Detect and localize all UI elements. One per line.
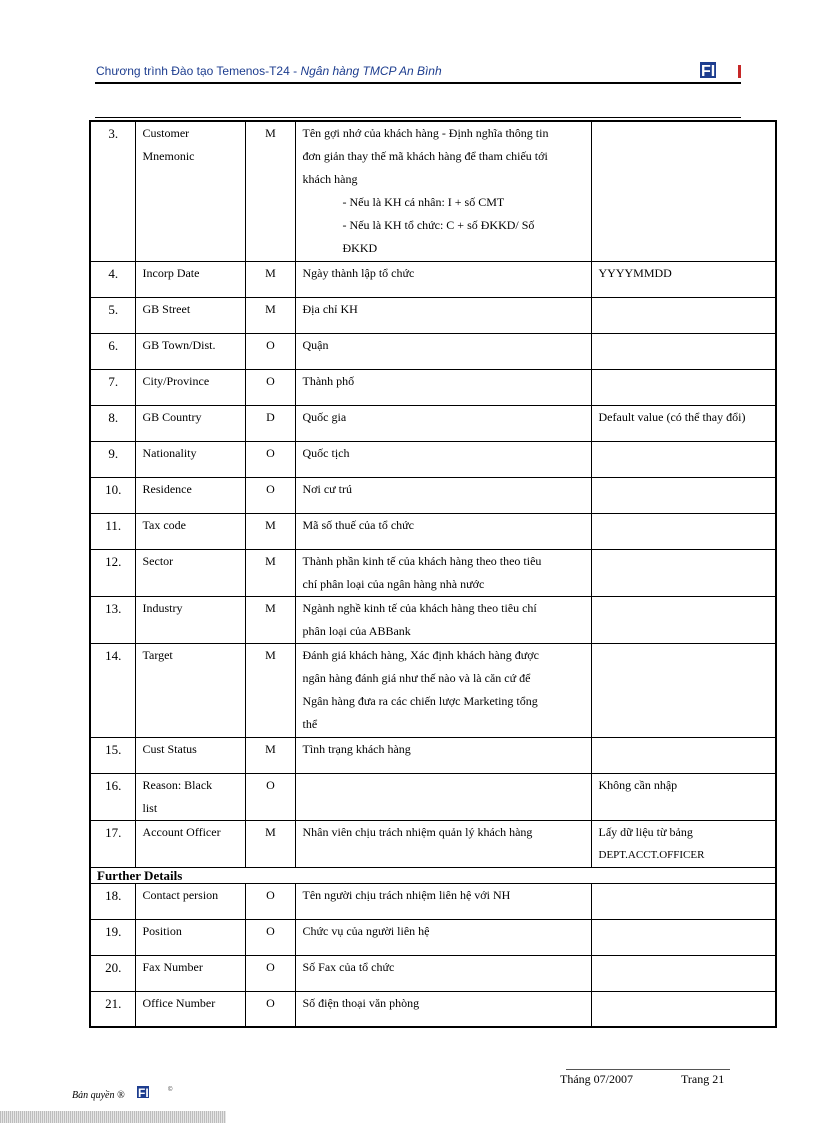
field-type: O bbox=[245, 477, 295, 513]
table-row bbox=[90, 441, 776, 477]
line: Position bbox=[142, 923, 182, 938]
line: Quốc tịch bbox=[302, 445, 350, 460]
field-note bbox=[591, 369, 776, 405]
note-line: Default value (có thể thay đổi) bbox=[598, 409, 746, 424]
line: Sector bbox=[142, 553, 174, 568]
line: Office Number bbox=[142, 995, 216, 1010]
field-description bbox=[295, 883, 591, 919]
field-note bbox=[591, 405, 776, 441]
field-type: D bbox=[245, 405, 295, 441]
row-number: 17. bbox=[90, 820, 135, 867]
line: Industry bbox=[142, 600, 183, 615]
field-type: O bbox=[245, 333, 295, 369]
row-number: 11. bbox=[90, 513, 135, 549]
line: Tax code bbox=[142, 517, 186, 532]
line: Số điện thoại văn phòng bbox=[302, 995, 420, 1010]
scan-stripe bbox=[0, 1111, 226, 1123]
field-name bbox=[135, 477, 245, 513]
line: GB Street bbox=[142, 301, 191, 316]
row-number: 12. bbox=[90, 549, 135, 596]
line: Customer bbox=[142, 126, 190, 140]
field-description bbox=[295, 369, 591, 405]
field-note bbox=[591, 261, 776, 297]
table-row bbox=[90, 596, 776, 643]
field-type: M bbox=[245, 737, 295, 773]
field-note bbox=[591, 596, 776, 643]
row-number: 3. bbox=[90, 121, 135, 261]
table-row bbox=[90, 820, 776, 867]
note-line: Lấy dữ liệu từ bảng bbox=[598, 824, 693, 839]
line: Thành phố bbox=[302, 373, 355, 388]
field-description bbox=[295, 955, 591, 991]
line: Mã số thuế của tổ chức bbox=[302, 517, 414, 532]
field-note bbox=[591, 991, 776, 1027]
line: chí phân loại của ngân hàng nhà nước bbox=[302, 576, 485, 591]
line: Cust Status bbox=[142, 741, 197, 756]
field-name bbox=[135, 820, 245, 867]
copyright-mark: © bbox=[168, 1087, 173, 1093]
line: Target bbox=[142, 647, 173, 662]
field-type: O bbox=[245, 883, 295, 919]
field-description bbox=[295, 737, 591, 773]
fibi-logo bbox=[700, 60, 742, 80]
line: Reason: Black bbox=[142, 777, 213, 792]
field-type: O bbox=[245, 991, 295, 1027]
header-rule bbox=[95, 82, 741, 84]
field-name bbox=[135, 883, 245, 919]
line: khách hàng bbox=[302, 172, 358, 186]
field-name bbox=[135, 405, 245, 441]
header-program: Chương trình Đào tạo Temenos-T24 - bbox=[96, 64, 301, 78]
line: Ngày thành lập tổ chức bbox=[302, 265, 415, 280]
line: GB Country bbox=[142, 409, 202, 424]
sub-line: ĐKKD bbox=[342, 241, 378, 255]
row-number: 20. bbox=[90, 955, 135, 991]
table-row bbox=[90, 405, 776, 441]
row-number: 8. bbox=[90, 405, 135, 441]
field-type: O bbox=[245, 773, 295, 820]
field-note bbox=[591, 549, 776, 596]
table-row bbox=[90, 773, 776, 820]
line: Tình trạng khách hàng bbox=[302, 741, 411, 756]
field-note bbox=[591, 121, 776, 261]
field-name bbox=[135, 991, 245, 1027]
field-type: O bbox=[245, 369, 295, 405]
sub-line: - Nếu là KH tổ chức: C + số ĐKKD/ Số bbox=[342, 218, 535, 232]
table-row bbox=[90, 369, 776, 405]
fibi-logo-text: FIBi bbox=[701, 63, 732, 80]
line: thể bbox=[302, 716, 318, 731]
note-line: DEPT.ACCT.OFFICER bbox=[598, 848, 705, 861]
footer-page: Trang 21 bbox=[681, 1072, 725, 1086]
line: Residence bbox=[142, 481, 192, 496]
field-note bbox=[591, 477, 776, 513]
line: Incorp Date bbox=[142, 265, 200, 280]
line: Ngân hàng đưa ra các chiến lược Marketing tổng bbox=[302, 693, 538, 708]
line: Tên gợi nhớ của khách hàng - Định nghĩa thông tin bbox=[302, 126, 549, 140]
field-type: M bbox=[245, 261, 295, 297]
line: đơn giản thay thế mã khách hàng để tham chiếu tới bbox=[302, 149, 548, 163]
line: City/Province bbox=[142, 373, 210, 388]
field-description bbox=[295, 643, 591, 737]
field-description bbox=[295, 441, 591, 477]
field-type: M bbox=[245, 513, 295, 549]
field-name bbox=[135, 773, 245, 820]
field-description bbox=[295, 596, 591, 643]
line: Nhân viên chịu trách nhiệm quản lý khách hàng bbox=[302, 824, 533, 839]
section-further-details bbox=[90, 867, 776, 883]
field-name bbox=[135, 333, 245, 369]
further-detail-rows bbox=[90, 883, 776, 1027]
table-row bbox=[90, 919, 776, 955]
row-number: 14. bbox=[90, 643, 135, 737]
row-number: 13. bbox=[90, 596, 135, 643]
field-note bbox=[591, 297, 776, 333]
row-number: 4. bbox=[90, 261, 135, 297]
header-title bbox=[96, 64, 442, 78]
table-row bbox=[90, 333, 776, 369]
note-line: YYYYMMDD bbox=[598, 265, 672, 280]
row-number: 10. bbox=[90, 477, 135, 513]
field-name bbox=[135, 441, 245, 477]
field-note bbox=[591, 333, 776, 369]
table-row bbox=[90, 549, 776, 596]
section-heading: Further Details bbox=[90, 867, 776, 883]
field-description bbox=[295, 297, 591, 333]
field-name bbox=[135, 369, 245, 405]
field-name bbox=[135, 121, 245, 261]
field-type: M bbox=[245, 820, 295, 867]
row-number: 6. bbox=[90, 333, 135, 369]
field-description bbox=[295, 991, 591, 1027]
field-description bbox=[295, 820, 591, 867]
row-number: 21. bbox=[90, 991, 135, 1027]
field-note bbox=[591, 737, 776, 773]
field-name bbox=[135, 737, 245, 773]
field-name bbox=[135, 596, 245, 643]
field-description bbox=[295, 405, 591, 441]
row-number: 16. bbox=[90, 773, 135, 820]
field-note bbox=[591, 883, 776, 919]
field-description bbox=[295, 549, 591, 596]
field-description bbox=[295, 477, 591, 513]
field-type: M bbox=[245, 549, 295, 596]
line: GB Town/Dist. bbox=[142, 337, 216, 352]
sub-line: - Nếu là KH cá nhân: I + số CMT bbox=[342, 195, 505, 209]
table-row bbox=[90, 737, 776, 773]
line: Địa chỉ KH bbox=[302, 301, 358, 316]
field-type: M bbox=[245, 596, 295, 643]
field-type: M bbox=[245, 643, 295, 737]
field-name bbox=[135, 919, 245, 955]
line: Chức vụ của người liên hệ bbox=[302, 923, 430, 938]
line: Account Officer bbox=[142, 824, 221, 839]
footer-month: Tháng 07/2007 bbox=[560, 1072, 633, 1086]
row-number: 5. bbox=[90, 297, 135, 333]
field-name bbox=[135, 261, 245, 297]
table-top-rule bbox=[95, 117, 741, 118]
line: Đánh giá khách hàng, Xác định khách hàng được bbox=[302, 647, 539, 662]
table-row bbox=[90, 477, 776, 513]
line: Contact persion bbox=[142, 887, 219, 902]
line: list bbox=[142, 800, 158, 815]
copyright-text: Bản quyền ® bbox=[72, 1090, 125, 1101]
line: Ngành nghề kinh tế của khách hàng theo tiêu chí bbox=[302, 600, 537, 615]
field-note bbox=[591, 820, 776, 867]
field-type: O bbox=[245, 441, 295, 477]
field-note bbox=[591, 773, 776, 820]
field-note bbox=[591, 643, 776, 737]
field-description bbox=[295, 513, 591, 549]
line: Quận bbox=[302, 337, 329, 352]
field-type: O bbox=[245, 919, 295, 955]
field-type: O bbox=[245, 955, 295, 991]
row-number: 19. bbox=[90, 919, 135, 955]
line: Nơi cư trú bbox=[302, 481, 353, 496]
field-description bbox=[295, 919, 591, 955]
field-name bbox=[135, 513, 245, 549]
line: Quốc gia bbox=[302, 409, 347, 424]
line: ngân hàng đánh giá như thế nào và là căn cứ để bbox=[302, 670, 531, 685]
field-name bbox=[135, 643, 245, 737]
table-row bbox=[90, 955, 776, 991]
field-note bbox=[591, 513, 776, 549]
line: Fax Number bbox=[142, 959, 203, 974]
row-number: 15. bbox=[90, 737, 135, 773]
table-row bbox=[90, 121, 776, 261]
field-note bbox=[591, 919, 776, 955]
field-name bbox=[135, 955, 245, 991]
table-row bbox=[90, 297, 776, 333]
field-rows bbox=[90, 121, 776, 867]
footer-rule bbox=[566, 1069, 730, 1070]
row-number: 7. bbox=[90, 369, 135, 405]
table-row bbox=[90, 991, 776, 1027]
field-type: M bbox=[245, 121, 295, 261]
field-note bbox=[591, 955, 776, 991]
table-row bbox=[90, 513, 776, 549]
field-description bbox=[295, 773, 591, 820]
line: Nationality bbox=[142, 445, 197, 460]
line: Thành phần kinh tế của khách hàng theo theo tiêu bbox=[302, 553, 542, 568]
line: Số Fax của tổ chức bbox=[302, 959, 395, 974]
field-note bbox=[591, 441, 776, 477]
footer-logo-text: FIBi bbox=[138, 1086, 161, 1099]
header-bank: Ngân hàng TMCP An Bình bbox=[300, 64, 442, 78]
note-line: Không cần nhập bbox=[598, 777, 678, 792]
row-number: 18. bbox=[90, 883, 135, 919]
field-description bbox=[295, 121, 591, 261]
table-row bbox=[90, 883, 776, 919]
row-number: 9. bbox=[90, 441, 135, 477]
field-name bbox=[135, 549, 245, 596]
field-type: M bbox=[245, 297, 295, 333]
footer-fibi-logo bbox=[137, 1085, 173, 1099]
field-name bbox=[135, 297, 245, 333]
line: Tên người chịu trách nhiệm liên hệ với NH bbox=[302, 887, 511, 902]
table-row bbox=[90, 643, 776, 737]
table-row bbox=[90, 261, 776, 297]
customer-field-table bbox=[89, 120, 777, 1028]
line: phân loại của ABBank bbox=[302, 623, 411, 638]
line: Mnemonic bbox=[142, 149, 195, 163]
field-description bbox=[295, 333, 591, 369]
field-description bbox=[295, 261, 591, 297]
